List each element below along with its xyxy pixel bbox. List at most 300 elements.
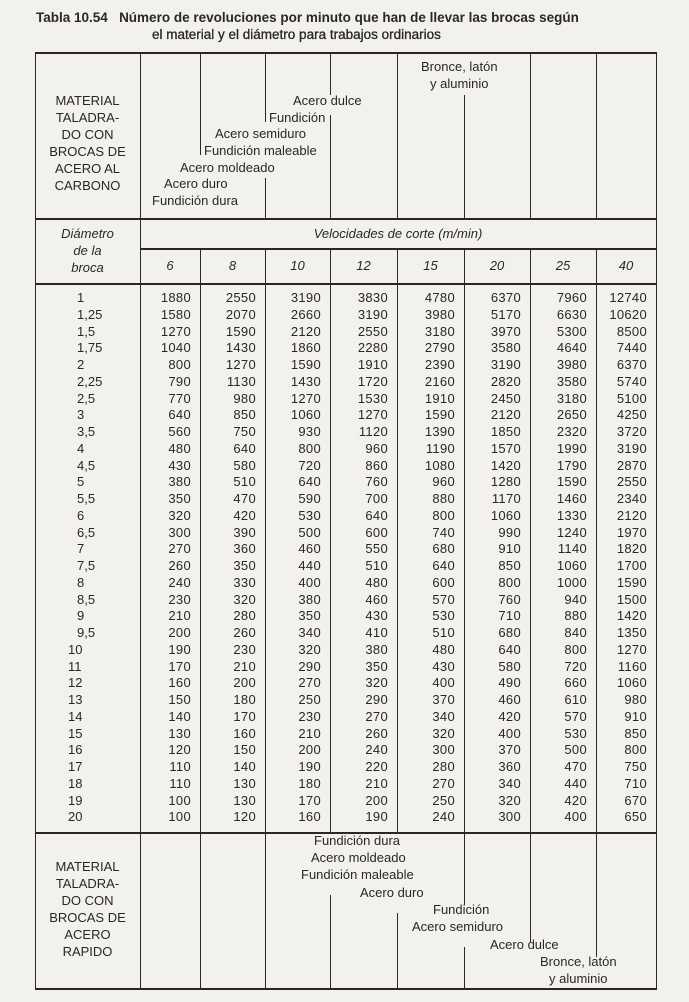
rpm-cell: 530: [432, 608, 455, 624]
rpm-cell: 640: [298, 474, 321, 490]
rpm-cell: 360: [498, 759, 521, 774]
grid-line: [464, 95, 465, 218]
diameter-cell: 1,5: [77, 323, 96, 339]
diameter-cell: 1,25: [77, 306, 103, 322]
rpm-cell: 680: [498, 625, 521, 640]
bottom-material-fundicion-maleable: Fundición maleable: [301, 867, 414, 882]
rpm-cell: 320: [298, 641, 321, 657]
top-material-acero-duro: Acero duro: [164, 176, 228, 191]
rpm-cell: 1060: [490, 507, 521, 523]
rpm-cell: 750: [624, 759, 647, 774]
rpm-cell: 1060: [290, 407, 321, 423]
rpm-cell: 860: [365, 457, 388, 473]
rpm-cell: 570: [432, 591, 455, 607]
rpm-cell: 170: [233, 708, 256, 724]
rpm-cell: 5300: [556, 323, 587, 339]
rpm-cell: 1590: [424, 407, 455, 423]
rpm-cell: 460: [498, 692, 521, 707]
grid-line: [464, 947, 465, 988]
rpm-cell: 1390: [424, 424, 455, 439]
rpm-cell: 1060: [556, 558, 587, 573]
grid-line: [397, 913, 398, 988]
rpm-cell: 1040: [160, 340, 191, 356]
rpm-cell: 240: [432, 809, 455, 825]
rpm-cell: 640: [233, 440, 256, 456]
rpm-cell: 400: [432, 675, 455, 691]
diameter-cell: 13: [68, 692, 83, 707]
rpm-cell: 350: [298, 608, 321, 624]
rpm-cell: 6370: [490, 290, 521, 305]
rpm-cell: 1460: [556, 491, 587, 506]
rpm-cell: 1590: [290, 357, 321, 372]
rpm-cell: 3190: [490, 357, 521, 372]
rpm-cell: 4780: [424, 290, 455, 305]
rpm-cell: 220: [365, 759, 388, 774]
rpm-cell: 210: [298, 725, 321, 741]
rpm-cell: 340: [498, 775, 521, 791]
rpm-cell: 330: [233, 574, 256, 590]
label-line: CARBONO: [54, 178, 121, 193]
diameter-cell: 3,5: [77, 424, 96, 439]
rpm-cell: 740: [432, 524, 455, 540]
rpm-cell: 880: [564, 608, 587, 624]
diameter-cell: 18: [68, 775, 83, 791]
rpm-cell: 1910: [424, 390, 455, 406]
speed-header-cell: 40: [618, 258, 634, 273]
rpm-cell: 2870: [616, 457, 647, 473]
rpm-cell: 2550: [225, 290, 256, 305]
rpm-cell: 800: [564, 641, 587, 657]
rpm-cell: 760: [365, 474, 388, 490]
rpm-cell: 170: [168, 658, 191, 674]
rpm-cell: 350: [233, 558, 256, 573]
rpm-cell: 1160: [617, 658, 647, 674]
rpm-cell: 320: [233, 591, 256, 607]
bottom-material-acero-moldeado: Acero moldeado: [311, 850, 406, 865]
diameter-cell: 9: [77, 608, 85, 624]
bottom-row-label: [35, 858, 140, 960]
rpm-cell: 170: [298, 792, 321, 808]
rpm-cell: 380: [365, 641, 388, 657]
rpm-cell: 3970: [490, 323, 521, 339]
rpm-cell: 750: [233, 424, 256, 439]
rpm-cell: 5170: [490, 306, 521, 322]
grid-line: [35, 218, 657, 220]
rpm-cell: 510: [233, 474, 256, 490]
rpm-cell: 1880: [160, 290, 191, 305]
rpm-cell: 490: [498, 675, 521, 691]
diameter-cell: 15: [68, 725, 83, 741]
speed-header-cell: 6: [166, 258, 174, 273]
rpm-cell: 360: [233, 541, 256, 557]
rpm-cell: 400: [498, 725, 521, 741]
rpm-cell: 10620: [609, 306, 647, 322]
bottom-material-bronce: Bronce, latón: [540, 954, 617, 969]
diameter-cell: 6,5: [77, 524, 96, 540]
rpm-cell: 260: [365, 725, 388, 741]
rpm-cell: 2390: [424, 357, 455, 372]
grid-line: [330, 52, 331, 95]
rpm-cell: 430: [168, 457, 191, 473]
rpm-cell: 640: [168, 407, 191, 423]
label-line: de la: [73, 243, 102, 258]
speed-header-cell: 10: [290, 258, 305, 273]
rpm-cell: 270: [168, 541, 191, 557]
rpm-cell: 1140: [557, 541, 587, 557]
rpm-cell: 150: [168, 692, 191, 707]
rpm-cell: 8500: [616, 323, 647, 339]
rpm-cell: 160: [233, 725, 256, 741]
table-title-line2: el material y el diámetro para trabajos ordinarios: [152, 27, 441, 42]
grid-line: [35, 52, 657, 54]
rpm-cell: 3180: [556, 390, 587, 406]
rpm-cell: 1820: [616, 541, 647, 557]
bottom-material-fundicion: Fundición: [433, 902, 490, 917]
rpm-cell: 400: [298, 574, 321, 590]
rpm-cell: 530: [564, 725, 587, 741]
diameter-cell: 1: [77, 290, 85, 305]
diameter-cell: 12: [68, 675, 83, 691]
rpm-cell: 2280: [357, 340, 388, 356]
label-line: BROCAS DE: [49, 910, 126, 925]
diameter-cell: 5,5: [77, 491, 96, 506]
rpm-cell: 430: [432, 658, 455, 674]
rpm-cell: 300: [168, 524, 191, 540]
rpm-cell: 480: [365, 574, 388, 590]
rpm-cell: 440: [298, 558, 321, 573]
rpm-cell: 240: [168, 574, 191, 590]
rpm-cell: 500: [298, 524, 321, 540]
rpm-cell: 1240: [556, 524, 587, 540]
rpm-cell: 2320: [556, 424, 587, 439]
rpm-cell: 2550: [616, 474, 647, 490]
rpm-cell: 800: [168, 357, 191, 372]
rpm-cell: 280: [432, 759, 455, 774]
rpm-cell: 1000: [556, 574, 587, 590]
rpm-cell: 2160: [424, 373, 455, 389]
rpm-cell: 180: [298, 775, 321, 791]
label-line: RAPIDO: [62, 944, 113, 959]
rpm-cell: 800: [624, 742, 647, 758]
label-line: Diámetro: [61, 226, 114, 241]
rpm-cell: 150: [233, 742, 256, 758]
bottom-material-acero-dulce: Acero dulce: [490, 937, 559, 952]
diameter-cell: 20: [68, 809, 83, 825]
top-material-fundicion-maleable: Fundición maleable: [204, 143, 317, 158]
rpm-cell: 850: [498, 558, 521, 573]
rpm-cell: 6630: [556, 306, 587, 322]
diameter-cell: 3: [77, 407, 85, 423]
grid-line: [265, 832, 266, 988]
grid-line: [330, 895, 331, 988]
rpm-cell: 720: [564, 658, 587, 674]
rpm-cell: 3720: [616, 424, 647, 439]
grid-line: [596, 832, 597, 957]
rpm-cell: 320: [432, 725, 455, 741]
bottom-material-fundicion-dura: Fundición dura: [314, 833, 400, 848]
rpm-cell: 1790: [556, 457, 587, 473]
rpm-cell: 260: [233, 625, 256, 640]
table-title-text: Número de revoluciones por minuto que han de llevar las brocas según: [119, 10, 579, 25]
rpm-cell: 4640: [556, 340, 587, 356]
rpm-cell: 680: [432, 541, 455, 557]
diameter-cell: 9,5: [77, 625, 96, 640]
rpm-cell: 3190: [616, 440, 647, 456]
rpm-cell: 270: [365, 708, 388, 724]
label-line: broca: [71, 260, 104, 275]
grid-line: [265, 178, 266, 218]
rpm-cell: 1570: [490, 440, 521, 456]
rpm-cell: 1580: [160, 306, 191, 322]
rpm-cell: 190: [168, 641, 191, 657]
diameter-header: [35, 225, 140, 276]
top-material-fundicion-dura: Fundición dura: [152, 193, 238, 208]
rpm-cell: 1990: [556, 440, 587, 456]
rpm-cell: 230: [298, 708, 321, 724]
rpm-cell: 1270: [357, 407, 388, 423]
diameter-cell: 5: [77, 474, 85, 490]
rpm-cell: 340: [432, 708, 455, 724]
rpm-cell: 570: [564, 708, 587, 724]
speed-header-cell: 12: [356, 258, 371, 273]
rpm-cell: 370: [432, 692, 455, 707]
rpm-cell: 110: [169, 775, 191, 791]
diameter-cell: 14: [68, 708, 83, 724]
rpm-cell: 210: [365, 775, 388, 791]
label-line: DO CON: [61, 127, 114, 142]
rpm-cell: 850: [624, 725, 647, 741]
rpm-cell: 140: [233, 759, 256, 774]
label-line: DO CON: [61, 893, 114, 908]
rpm-cell: 470: [564, 759, 587, 774]
rpm-cell: 2650: [556, 407, 587, 423]
rpm-cell: 1270: [616, 641, 647, 657]
rpm-cell: 1130: [226, 373, 256, 389]
rpm-cell: 1590: [616, 574, 647, 590]
rpm-cell: 760: [498, 591, 521, 607]
rpm-cell: 410: [365, 625, 388, 640]
rpm-cell: 850: [233, 407, 256, 423]
rpm-cell: 130: [233, 775, 256, 791]
rpm-cell: 530: [298, 507, 321, 523]
rpm-cell: 120: [233, 809, 256, 825]
rpm-cell: 510: [432, 625, 455, 640]
speed-header: Velocidades de corte (m/min): [313, 226, 483, 241]
diameter-cell: 16: [68, 742, 83, 758]
rpm-cell: 1420: [490, 457, 521, 473]
diameter-cell: 19: [68, 792, 83, 808]
diameter-cell: 8,5: [77, 591, 96, 607]
grid-line: [35, 283, 657, 285]
top-material-aluminio: y aluminio: [430, 76, 489, 91]
rpm-cell: 2660: [290, 306, 321, 322]
rpm-cell: 480: [168, 440, 191, 456]
rpm-cell: 840: [564, 625, 587, 640]
rpm-cell: 210: [168, 608, 191, 624]
rpm-cell: 980: [233, 390, 256, 406]
rpm-cell: 800: [432, 507, 455, 523]
rpm-cell: 160: [298, 809, 321, 825]
bottom-material-acero-duro: Acero duro: [360, 885, 424, 900]
rpm-cell: 580: [233, 457, 256, 473]
rpm-cell: 110: [169, 759, 191, 774]
label-line: MATERIAL: [55, 859, 120, 874]
rpm-cell: 5100: [616, 390, 647, 406]
rpm-cell: 340: [298, 625, 321, 640]
rpm-cell: 2820: [490, 373, 521, 389]
rpm-cell: 1060: [616, 675, 647, 691]
rpm-cell: 560: [168, 424, 191, 439]
rpm-cell: 480: [432, 641, 455, 657]
rpm-cell: 1720: [357, 373, 388, 389]
rpm-cell: 270: [298, 675, 321, 691]
rpm-cell: 960: [365, 440, 388, 456]
rpm-cell: 610: [564, 692, 587, 707]
rpm-cell: 700: [365, 491, 388, 506]
rpm-cell: 790: [168, 373, 191, 389]
rpm-cell: 1120: [358, 424, 388, 439]
bottom-material-aluminio: y aluminio: [549, 971, 608, 986]
rpm-cell: 640: [498, 641, 521, 657]
diameter-cell: 2,25: [77, 373, 103, 389]
rpm-cell: 550: [365, 541, 388, 557]
diameter-cell: 7: [77, 541, 85, 557]
rpm-cell: 420: [564, 792, 587, 808]
grid-line: [140, 248, 657, 250]
rpm-cell: 350: [365, 658, 388, 674]
rpm-cell: 960: [432, 474, 455, 490]
rpm-cell: 580: [498, 658, 521, 674]
rpm-cell: 200: [168, 625, 191, 640]
rpm-cell: 350: [168, 491, 191, 506]
rpm-cell: 1430: [225, 340, 256, 356]
top-row-label: [35, 92, 140, 194]
diameter-cell: 17: [68, 759, 83, 774]
grid-line: [35, 988, 657, 990]
label-line: ACERO: [64, 927, 111, 942]
label-line: TALADRA-: [55, 110, 120, 125]
rpm-cell: 200: [233, 675, 256, 691]
rpm-cell: 640: [365, 507, 388, 523]
rpm-cell: 990: [498, 524, 521, 540]
rpm-cell: 770: [168, 390, 191, 406]
grid-line: [397, 52, 398, 218]
rpm-cell: 710: [624, 775, 647, 791]
rpm-cell: 1590: [225, 323, 256, 339]
rpm-cell: 910: [624, 708, 647, 724]
rpm-cell: 500: [564, 742, 587, 758]
rpm-cell: 940: [564, 591, 587, 607]
grid-line: [200, 52, 201, 155]
top-material-acero-moldeado: Acero moldeado: [180, 160, 275, 175]
rpm-cell: 2550: [357, 323, 388, 339]
rpm-cell: 3980: [556, 357, 587, 372]
table-title-line1: [36, 10, 579, 26]
rpm-cell: 800: [298, 440, 321, 456]
speed-header-cell: 25: [555, 258, 571, 273]
bottom-material-acero-semiduro: Acero semiduro: [412, 919, 504, 934]
rpm-cell: 370: [498, 742, 521, 758]
rpm-cell: 3580: [490, 340, 521, 356]
grid-line: [200, 832, 201, 988]
rpm-cell: 980: [624, 692, 647, 707]
rpm-cell: 440: [564, 775, 587, 791]
rpm-cell: 180: [233, 692, 256, 707]
diameter-cell: 6: [77, 507, 85, 523]
rpm-cell: 280: [233, 608, 256, 624]
rpm-cell: 420: [233, 507, 256, 523]
rpm-cell: 1910: [357, 357, 388, 372]
rpm-cell: 1270: [160, 323, 191, 339]
rpm-cell: 2450: [490, 390, 521, 406]
diameter-cell: 10: [68, 641, 83, 657]
rpm-cell: 880: [432, 491, 455, 506]
diameter-cell: 2,5: [77, 390, 96, 406]
rpm-cell: 260: [168, 558, 191, 573]
rpm-cell: 1530: [357, 390, 388, 406]
rpm-cell: 1330: [556, 507, 587, 523]
top-material-acero-semiduro: Acero semiduro: [215, 126, 307, 141]
diameter-cell: 2: [77, 357, 85, 372]
rpm-cell: 300: [498, 809, 521, 825]
rpm-cell: 720: [298, 457, 321, 473]
grid-line: [530, 832, 531, 942]
rpm-cell: 600: [432, 574, 455, 590]
rpm-cell: 3980: [424, 306, 455, 322]
top-material-acero-dulce: Acero dulce: [293, 93, 362, 108]
rpm-cell: 1430: [290, 373, 321, 389]
rpm-cell: 270: [432, 775, 455, 791]
rpm-cell: 3190: [290, 290, 321, 305]
rpm-cell: 190: [298, 759, 321, 774]
rpm-cell: 320: [168, 507, 191, 523]
rpm-cell: 1590: [556, 474, 587, 490]
rpm-cell: 1350: [616, 625, 647, 640]
diameter-cell: 11: [68, 658, 82, 674]
rpm-cell: 2120: [290, 323, 321, 339]
rpm-cell: 1700: [616, 558, 647, 573]
rpm-cell: 640: [432, 558, 455, 573]
rpm-cell: 710: [498, 608, 521, 624]
rpm-cell: 100: [168, 792, 191, 808]
rpm-cell: 510: [365, 558, 388, 573]
rpm-cell: 660: [564, 675, 587, 691]
speed-header-cell: 15: [423, 258, 438, 273]
rpm-cell: 140: [168, 708, 191, 724]
rpm-cell: 590: [298, 491, 321, 506]
rpm-cell: 650: [624, 809, 647, 825]
rpm-cell: 670: [624, 792, 647, 808]
rpm-cell: 2070: [225, 306, 256, 322]
rpm-cell: 3180: [424, 323, 455, 339]
label-line: TALADRA-: [55, 876, 120, 891]
grid-line: [464, 832, 465, 905]
label-line: ACERO AL: [54, 161, 121, 176]
rpm-cell: 1970: [616, 524, 647, 540]
rpm-cell: 380: [298, 591, 321, 607]
label-line: MATERIAL: [55, 93, 120, 108]
speed-header-cell: 20: [489, 258, 505, 273]
rpm-cell: 1170: [491, 491, 521, 506]
rpm-cell: 120: [168, 742, 191, 758]
rpm-cell: 130: [233, 792, 256, 808]
rpm-cell: 7440: [616, 340, 647, 356]
rpm-cell: 2790: [424, 340, 455, 356]
rpm-cell: 2120: [616, 507, 647, 523]
rpm-cell: 1270: [225, 357, 256, 372]
diameter-cell: 1,75: [77, 340, 103, 356]
rpm-cell: 230: [168, 591, 191, 607]
